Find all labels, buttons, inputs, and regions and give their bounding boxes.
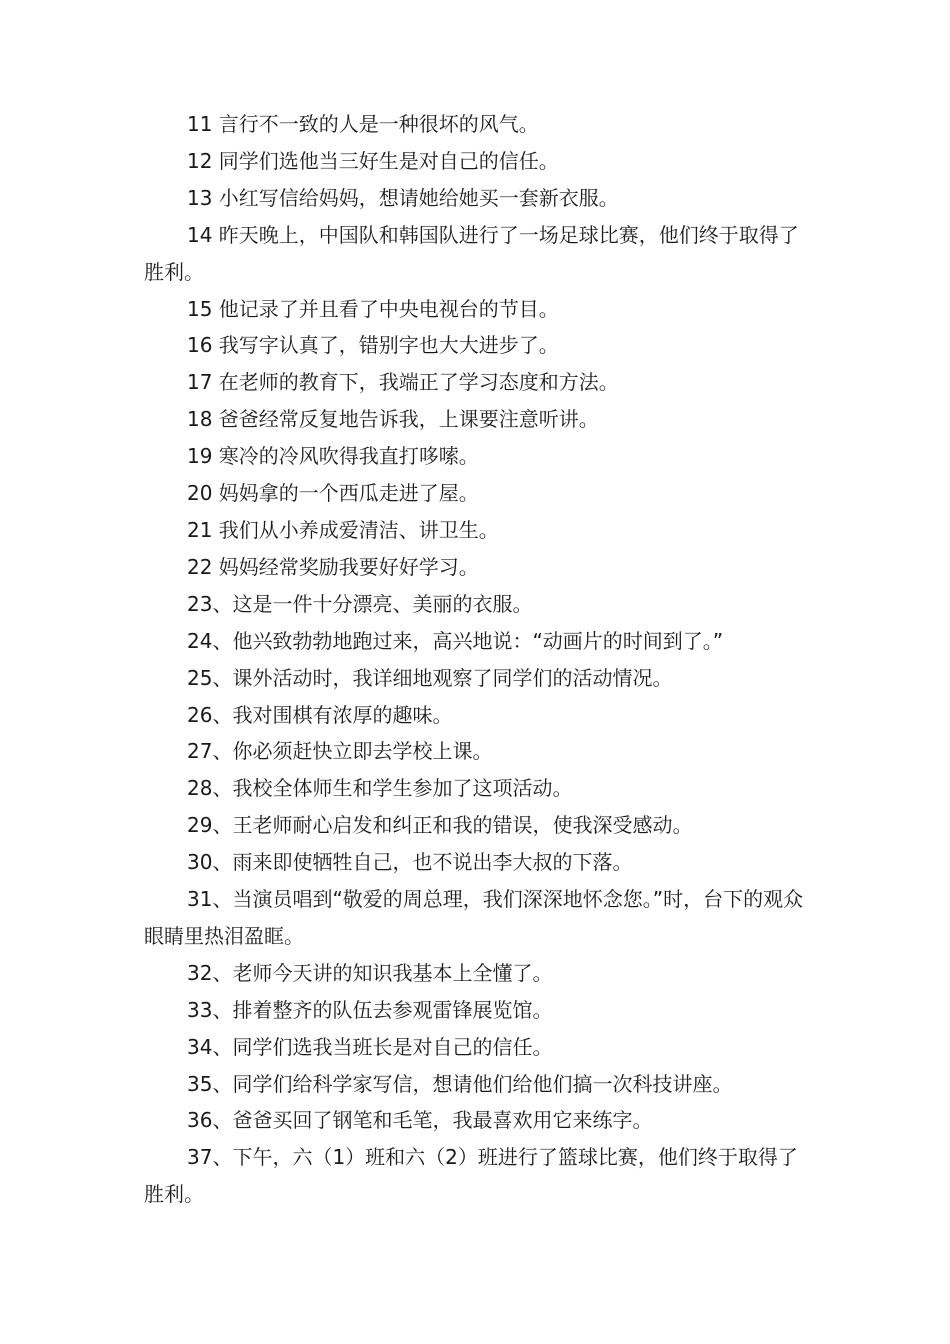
paragraph-17: 17 在老师的教育下，我端正了学习态度和方法。 [187,370,619,395]
paragraph-35: 35、同学们给科学家写信，想请他们给他们搞一次科技讲座。 [187,1071,733,1096]
paragraph-37: 37、下午，六（1）班和六（2）班进行了篮球比赛，他们终于取得了胜利。 [144,1145,798,1207]
paragraph-14: 14 昨天晚上，中国队和韩国队进行了一场足球比赛，他们终于取得了胜利。 [144,222,799,284]
paragraph-31: 31、当演员唱到“敬爱的周总理，我们深深地怀念您。”时，台下的观众眼睛里热泪盈眶。 [144,887,804,948]
paragraph-23: 23、这是一件十分漂亮、美丽的衣服。 [187,591,533,616]
paragraph-12: 12 同学们选他当三好生是对自己的信任。 [187,148,559,173]
paragraph-28: 28、我校全体师生和学生参加了这项活动。 [187,776,573,801]
paragraph-25: 25、课外活动时，我详细地观察了同学们的活动情况。 [187,665,673,690]
paragraph-32: 32、老师今天讲的知识我基本上全懂了。 [187,960,553,985]
paragraph-19: 19 寒冷的冷风吹得我直打哆嗦。 [187,444,479,469]
paragraph-11: 11 言行不一致的人是一种很坏的风气。 [187,112,539,136]
paragraph-30: 30、雨来即使牺牲自己，也不说出李大叔的下落。 [187,850,633,875]
paragraph-20: 20 妈妈拿的一个西瓜走进了屋。 [187,481,479,506]
paragraph-21: 21 我们从小养成爱清洁、讲卫生。 [187,517,499,542]
paragraph-34: 34、同学们选我当班长是对自己的信任。 [187,1034,553,1059]
document-body [144,106,812,1213]
paragraph-27: 27、你必须赶快立即去学校上课。 [187,739,493,764]
paragraph-15: 15 他记录了并且看了中央电视台的节目。 [187,296,559,321]
paragraph-26: 26、我对围棋有浓厚的趣味。 [187,702,453,727]
paragraph-18: 18 爸爸经常反复地告诉我，上课要注意听讲。 [187,407,599,432]
paragraph-29: 29、王老师耐心启发和纠正和我的错误，使我深受感动。 [187,813,693,838]
paragraph-22: 22 妈妈经常奖励我要好好学习。 [187,554,479,579]
paragraph-24: 24、他兴致勃勃地跑过来，高兴地说：“动画片的时间到了。” [187,628,724,653]
paragraph-33: 33、排着整齐的队伍去参观雷锋展览馆。 [187,997,553,1022]
paragraph-13: 13 小红写信给妈妈，想请她给她买一套新衣服。 [187,185,619,210]
paragraph-36: 36、爸爸买回了钢笔和毛笔，我最喜欢用它来练字。 [187,1108,653,1133]
paragraph-16: 16 我写字认真了，错别字也大大进步了。 [187,333,559,358]
